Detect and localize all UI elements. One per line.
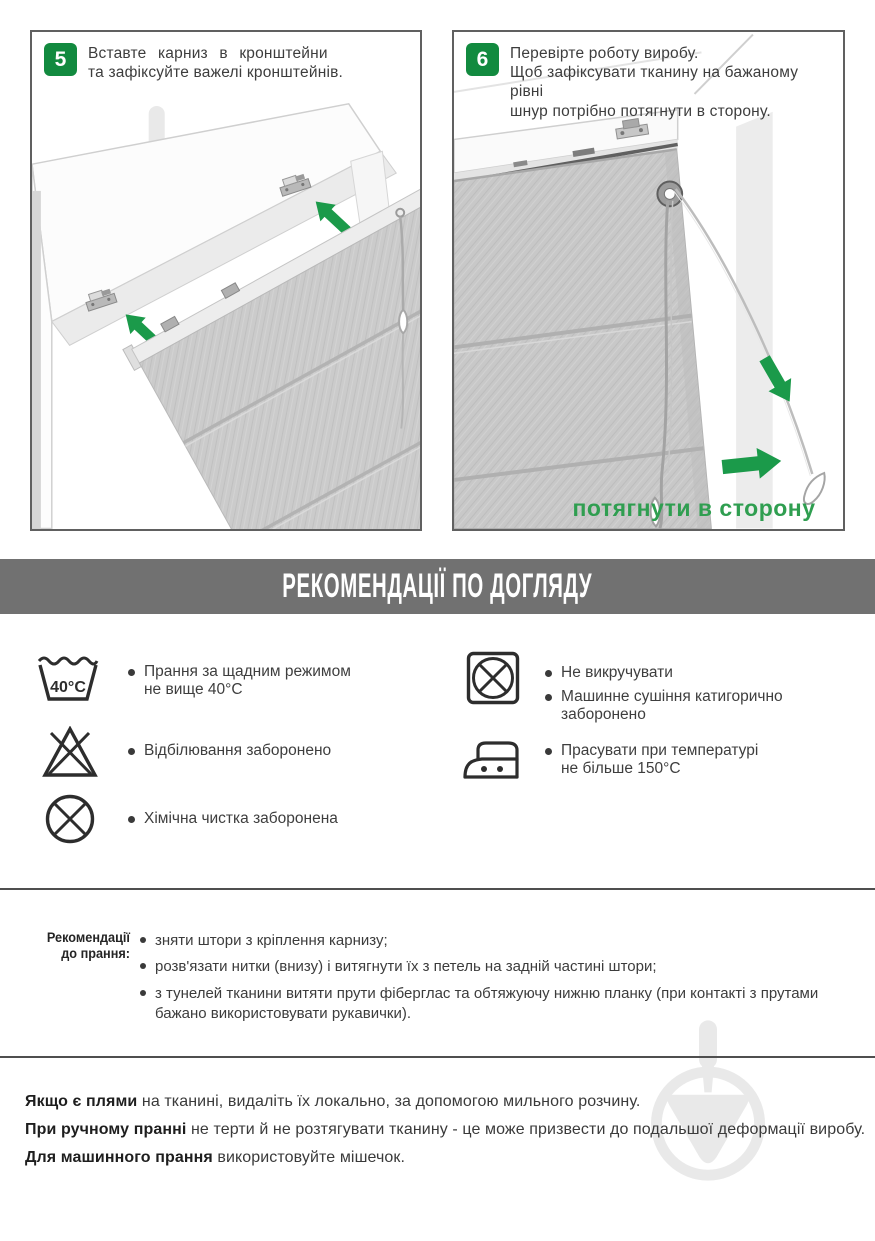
care-iron-line-2: не більше 150°С [561,760,681,778]
care-iron-item [545,742,758,779]
washing-recs-item-text: зняти штори з кріплення карнизу; [155,932,388,949]
step-5-badge: 5 [44,43,77,76]
step-6-badge: 6 [466,43,499,76]
care-bleach-item [128,742,331,760]
step-6-line-1: Перевірте роботу виробу. [510,45,699,62]
iron-150-icon [462,735,520,781]
bullet-dot [128,669,135,676]
note-bold: Якщо є плями [25,1093,138,1110]
care-wash-text [144,663,351,700]
bullet-dot [140,963,146,969]
bullet-dot [140,990,146,996]
washing-recs-item-text: розв'язати нитки (внизу) і витягнути їх з петель на задній частині штори; [155,958,657,975]
divider [0,888,875,890]
bullet-dot [545,670,552,677]
step-6-text [510,43,835,121]
step-5-text [88,43,343,82]
pull-aside-callout: потягнути в сторону [572,495,816,521]
note-machine-wash [25,1149,405,1167]
banner-title: РЕКОМЕНДАЦІЇ ПО ДОГЛЯДУ [282,567,593,605]
brand-watermark-icon [648,1018,768,1186]
svg-text:40°C: 40°C [50,679,86,696]
bullet-dot [545,694,552,701]
no-wring-icon [466,651,520,705]
washing-recs-item [140,931,388,951]
washing-recs-item-text: з тунелей тканини витяти прути фіберглас та обтяжуючу нижню планку (при контакті з прутами бажано використовувати рукавички). [155,985,819,1022]
step-6-header [454,32,843,121]
step-5-line-1: Вставте карниз в кронштейни [88,45,328,62]
note-bold: Для машинного прання [25,1149,213,1166]
note-rest: на тканині, видаліть їх локально, за допомогою мильного розчину. [137,1093,641,1110]
care-wash-item [128,663,351,700]
care-iron-text [561,742,758,779]
care-bleach-text: Відбілювання заборонено [144,742,332,759]
step-5-panel [30,30,422,531]
note-rest: використовуйте мішечок. [212,1149,406,1166]
note-stains [25,1093,640,1111]
note-hand-wash [25,1121,865,1139]
note-rest: не терти й не розтягувати тканину - це може призвести до подальшої деформації виробу. [186,1121,866,1138]
care-tumble-item [545,688,783,725]
care-wash-line-2: не вище 40°С [144,681,243,699]
washing-recs-label-line-2: до прання: [61,946,130,962]
care-tumble-line-2: заборонено [561,706,646,724]
step-6-panel [452,30,845,531]
step-6-line-3: шнур потрібно потягнути в сторону. [510,102,771,120]
care-iron-line-1: Прасувати при температурі [561,742,759,759]
no-bleach-icon [42,726,98,778]
bullet-dot [128,748,135,755]
note-bold: При ручному пранні [25,1121,187,1138]
care-wash-line-1: Прання за щадним режимом [144,663,351,680]
step-5-line-2: та зафіксуйте важелі кронштейнів. [88,64,344,82]
washing-recs-item [140,957,657,977]
bullet-dot [140,937,146,943]
washing-recs-label-line-1: Рекомендації [46,930,130,945]
washing-recs-label [21,930,130,962]
care-wring-text: Не викручувати [561,664,673,681]
care-tumble-text [561,688,783,725]
no-dry-clean-icon [44,793,96,845]
divider [0,1056,875,1058]
wash-40-icon [36,652,100,702]
care-wring-item [545,664,673,682]
step-5-header [32,32,420,82]
care-tumble-line-1: Машинне сушіння катигорично [561,688,783,705]
bullet-dot [545,748,552,755]
step-5-illustration [32,32,420,529]
step-6-line-2: Щоб зафіксувати тканину на бажаному рівні [510,64,799,101]
care-dryclean-item [128,810,338,828]
care-dryclean-text: Хімічна чистка заборонена [144,810,338,827]
bullet-dot [128,816,135,823]
care-recommendations-banner [0,559,875,614]
